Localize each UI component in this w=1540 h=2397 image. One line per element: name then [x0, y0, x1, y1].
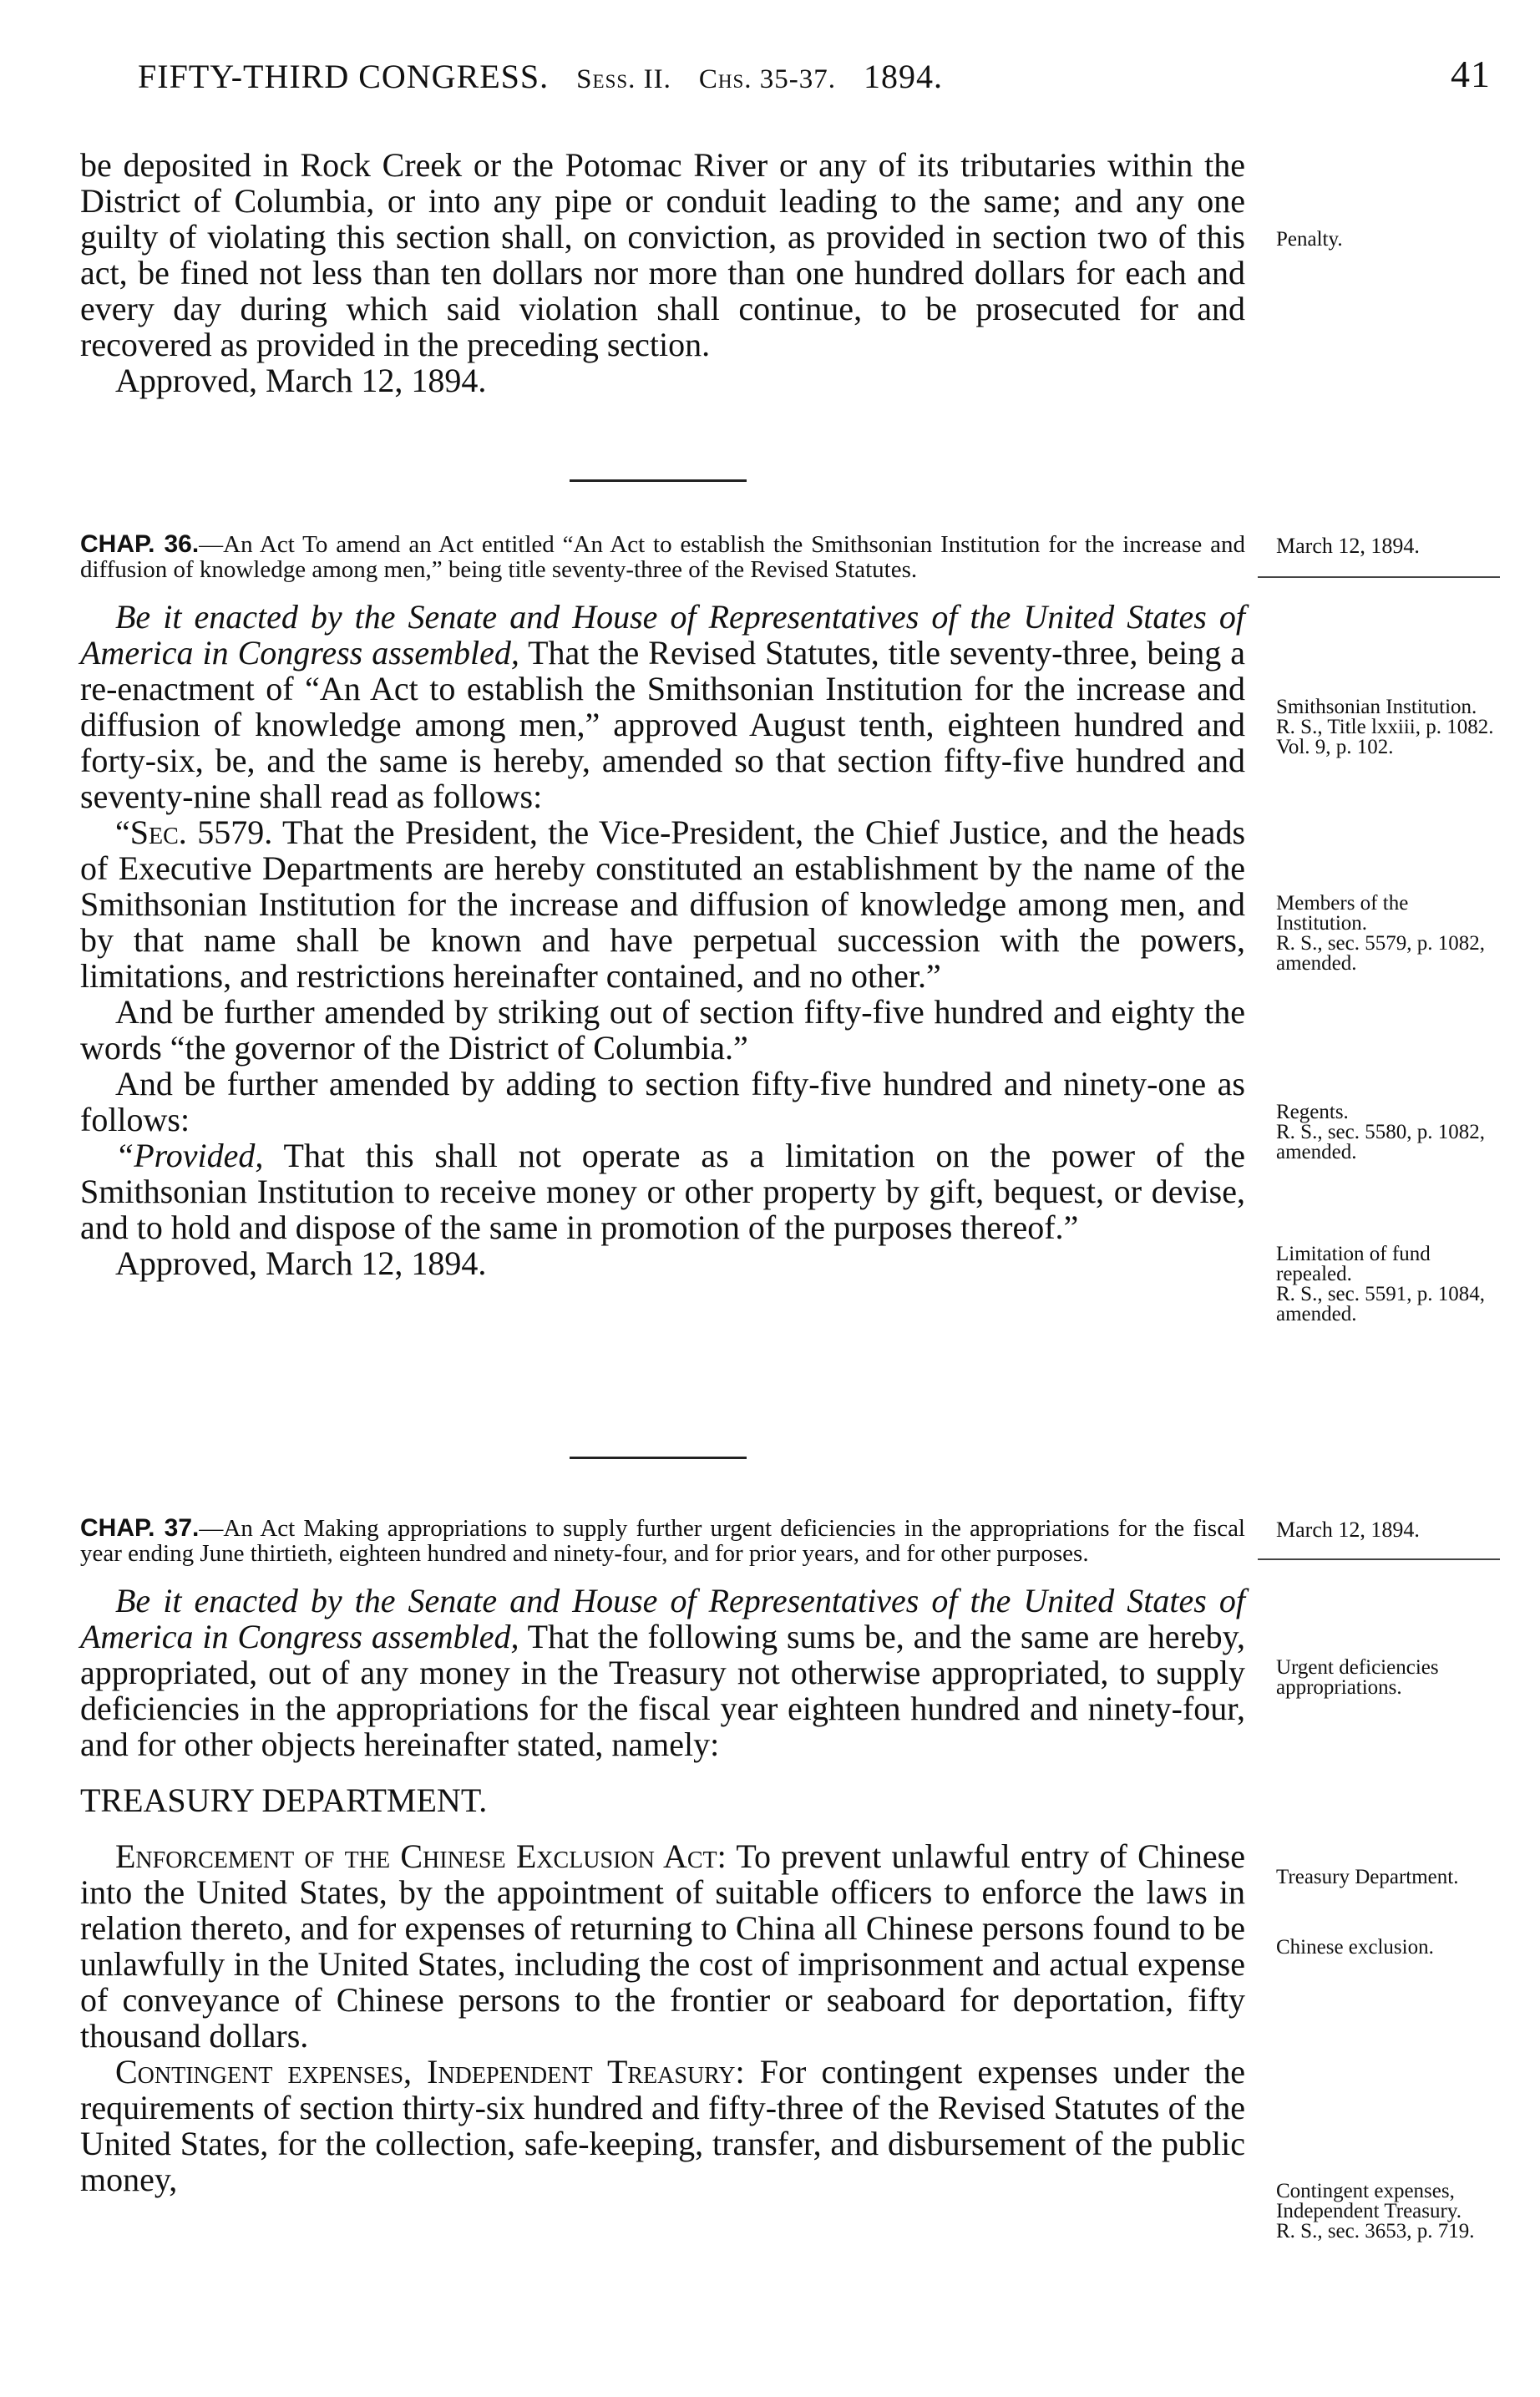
chap37-p2: To prevent unlawful entry of Chinese into the United States, by the appointment of suitable officers to enforce the laws in relation thereto, and for expenses of returning to China all Chinese persons found to be unlawfully in the United States, including the cost of imprisonment and actual expense of conveyance of Chinese persons to the frontier or seaboard for deportation, fifty thousand dollars.	[80, 1837, 1245, 2055]
note-limitation-title: Limitation of fund repealed.	[1276, 1243, 1431, 1285]
treasury-department-heading: TREASURY DEPARTMENT.	[80, 1781, 488, 1819]
chap37-label: CHAP. 37.	[80, 1514, 200, 1542]
chinese-exclusion-paragraph	[80, 1838, 1245, 2054]
note-limitation-ref: R. S., sec. 5591, p. 1084, amended.	[1276, 1283, 1485, 1325]
note-members-ref: R. S., sec. 5579, p. 1082, amended.	[1276, 932, 1485, 975]
chap37-p1: That the following sums be, and the same are hereby, appropriated, out of any money in the Treasury not otherwise appropriated, to supply deficiencies in the appropriations for the fiscal year eighteen hundred and ninety-four, and for other objects hereinafter stated, namely:	[80, 1618, 1245, 1763]
chap36-p4: And be further amended by adding to section fifty-five hundred and ninety-one as follows:	[80, 1065, 1245, 1138]
margin-note-contingent	[1276, 2182, 1502, 2242]
margin-note-chinese: Chinese exclusion.	[1276, 1936, 1434, 1959]
running-header	[138, 52, 1491, 102]
page-number: 41	[1451, 53, 1491, 95]
note-regents-ref: R. S., sec. 5580, p. 1082, amended.	[1276, 1121, 1485, 1163]
chap36-date-rule	[1258, 576, 1500, 578]
header-session: Sess. II.	[576, 64, 671, 94]
chap36-title: —An Act To amend an Act entitled “An Act to establish the Smithsonian Institution for the increase and diffusion of knowledge among men,” being title seventy-three of the Revised Statutes.	[80, 531, 1245, 583]
header-chapters: Chs. 35-37.	[698, 64, 837, 94]
chap36-sec-label: “Sec. 5579.	[115, 813, 273, 851]
chapter-37	[80, 1516, 1245, 2197]
chap36-heading	[80, 532, 1245, 582]
chap36-p1: That the Revised Statutes, title seventy-three, being a re-enactment of “An Act to establish the Smithsonian Institution for the increase and diffusion of knowledge among men,” approved August tenth, eighteen hundred and forty-six, be, and the same is hereby, amended so that section fifty-five hundred and seventy-nine shall read as follows:	[80, 634, 1245, 815]
chap37-title: —An Act Making appropriations to supply further urgent deficiencies in the appropriations for the fiscal year ending June thirtieth, eighteen hundred and ninety-four, and for prior years, and for other purposes.	[80, 1515, 1245, 1567]
chap37-date: March 12, 1894.	[1276, 1518, 1420, 1542]
header-year: 1894.	[864, 58, 944, 95]
chap37-enacting-paragraph	[80, 1583, 1245, 1762]
margin-note-urgent: Urgent deficiencies appropriations.	[1276, 1656, 1439, 1699]
chap36-enacting-clause: Be it enacted by the Senate and House of Representatives of the United States of America in Congress assembled,	[80, 598, 1245, 671]
header-title	[138, 57, 943, 96]
chap36-p5: That this shall not operate as a limitation on the power of the Smithsonian Institution to receive money or other property by gift, bequest, or devise, and to hold and dispose of the same in promotion of the purposes thereof.”	[80, 1137, 1246, 1246]
section-continuation	[80, 147, 1245, 398]
chap36-proviso	[80, 1138, 1245, 1245]
chap37-enacting-clause: Be it enacted by the Senate and House of Representatives of the United States of America in Congress assembled,	[80, 1582, 1245, 1655]
note-smithsonian-vol: Vol. 9, p. 102.	[1276, 736, 1394, 758]
chap36-approved: Approved, March 12, 1894.	[115, 1244, 487, 1282]
note-smithsonian-ref: R. S., Title lxxiii, p. 1082.	[1276, 716, 1494, 738]
margin-note-smithsonian	[1276, 697, 1502, 758]
note-smithsonian-title: Smithsonian Institution.	[1276, 696, 1477, 718]
chinese-exclusion-head: Enforcement of the Chinese Exclusion Act:	[115, 1837, 727, 1875]
margin-note-members	[1276, 894, 1502, 974]
chap37-date-rule	[1258, 1558, 1500, 1560]
margin-note-treasury: Treasury Department.	[1276, 1866, 1459, 1888]
chap36-p2: That the President, the Vice-President, the Chief Justice, and the heads of Executive Departments are hereby constituted an establishment by the name of the Smithsonian Institution for the increase and diffusion of knowledge among men, and by that name shall be known and have perpetual succession with the powers, limitations, and restrictions hereinafter contained, and no other.”	[80, 813, 1246, 995]
section-divider	[570, 479, 747, 482]
note-regents-title: Regents.	[1276, 1101, 1349, 1123]
note-contingent-title: Contingent expenses, Independent Treasury.	[1276, 2180, 1461, 2222]
margin-note-regents	[1276, 1102, 1502, 1163]
section-divider-2	[570, 1457, 747, 1459]
approved-line: Approved, March 12, 1894.	[115, 362, 487, 399]
contingent-expenses-paragraph	[80, 2054, 1245, 2197]
chap36-sec5579	[80, 814, 1245, 994]
margin-note-penalty: Penalty.	[1276, 228, 1343, 251]
chapter-36	[80, 532, 1245, 1281]
margin-note-limitation	[1276, 1244, 1502, 1325]
chap36-label: CHAP. 36.	[80, 530, 200, 558]
contingent-expenses-head: Contingent expenses, Independent Treasury:	[115, 2053, 745, 2090]
chap36-p3: And be further amended by striking out of section fifty-five hundred and eighty the words “the governor of the District of Columbia.”	[80, 993, 1245, 1067]
chap36-date: March 12, 1894.	[1276, 534, 1420, 558]
header-congress: FIFTY-THIRD CONGRESS.	[138, 58, 550, 95]
note-contingent-ref: R. S., sec. 3653, p. 719.	[1276, 2220, 1475, 2242]
continuation-paragraph: be deposited in Rock Creek or the Potomac River or any of its tributaries within the District of Columbia, or into any pipe or conduit leading to the same; and any one guilty of violating this section shall, on conviction, as provided in section two of this act, be fined not less than ten dollars nor more than one hundred dollars for each and every day during which said violation shall continue, to be prosecuted for and recovered as provided in the preceding section.	[80, 146, 1245, 363]
chap37-p3: For contingent expenses under the requirements of section thirty-six hundred and fifty-three of the Revised Statutes of the United States, for the collection, safe-keeping, transfer, and disbursement of the public money,	[80, 2053, 1246, 2198]
chap37-heading	[80, 1516, 1245, 1566]
note-members-title: Members of the Institution.	[1276, 892, 1409, 935]
chap36-enacting-paragraph	[80, 599, 1245, 814]
chap36-provided: “Provided,	[115, 1137, 264, 1174]
